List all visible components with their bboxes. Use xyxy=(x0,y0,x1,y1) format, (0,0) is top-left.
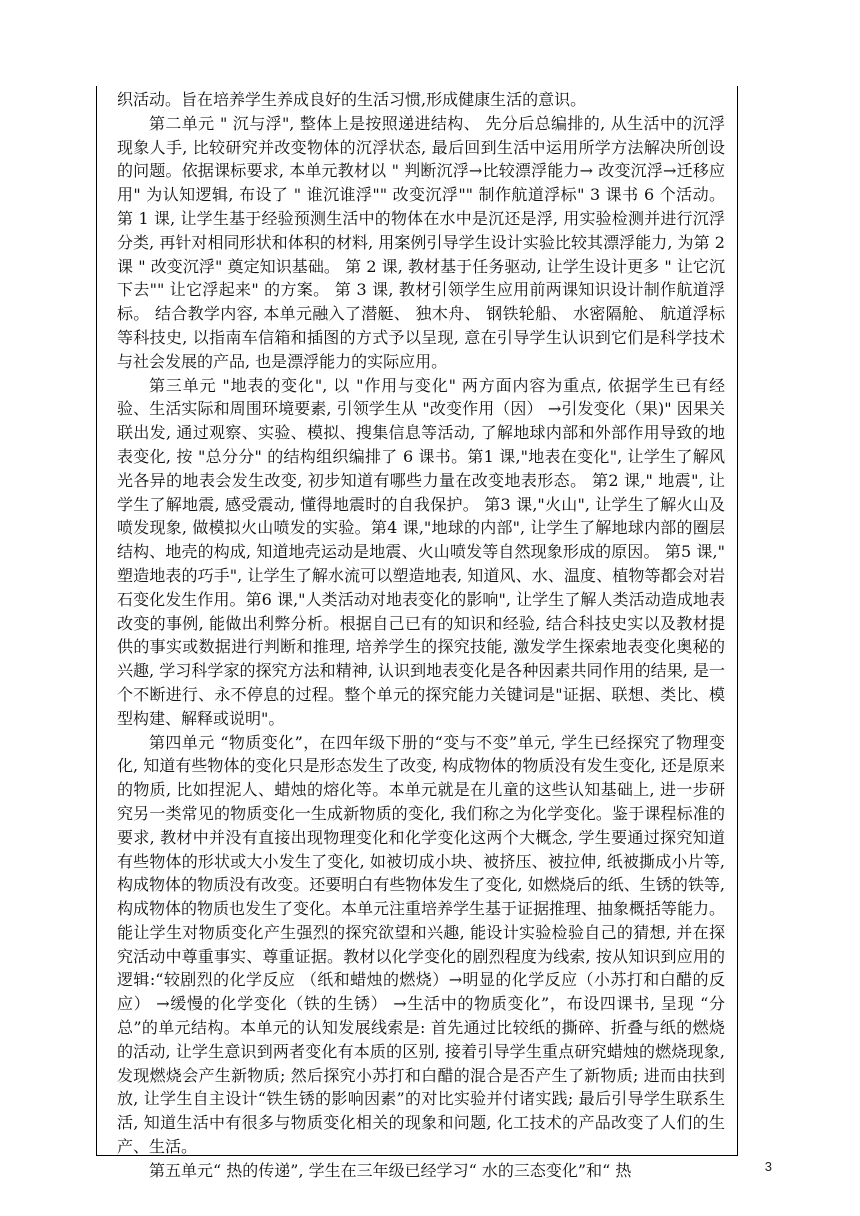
paragraph-continued: 织活动。旨在培养学生养成良好的生活习惯,形成健康生活的意识。 xyxy=(117,90,587,109)
content-table-cell xyxy=(96,86,738,1180)
paragraph-unit-2: 第二单元 " 沉与浮", 整体上是按照递进结构、 先分后总编排的, 从生活中的沉浮现象人手, 比较研究并改变物体的沉浮状态, 最后回到生活中运用所学方法解决所创设的问题。依据课标要求, 本单元教材以 " 判断沉浮→比较漂浮能力→ 改变沉浮→迁移应用" 为认知逻辑, 布设了 " 谁沉谁浮"" 改变沉浮"" 制作航道浮标" 3 课书 6 个活动。 第 1 课, 让学生基于经验预测生活中的物体在水中是沉还是浮, 用实验检测并进行沉浮分类, 再针对相同形状和体积的材料, 用案例引导学生设计实验比较其漂浮能力, 为第 2 课 " 改变沉浮" 奠定知识基础。 第 2 课, 教材基于任务驱动, 让学生设计更多 " 让它沉下去"" 让它浮起来" 的方案。 第 3 课, 教材引领学生应用前两课知识设计制作航道浮标。 结合教学内容, 本单元融入了潜艇、 独木舟、 钢铁轮船、 水密隔舱、 航道浮标等科技史, 以指南车信箱和插图的方式予以呈现, 意在引导学生认识到它们是科学技术与社会发展的产品, 也是漂浮能力的实际应用。 xyxy=(117,113,725,371)
paragraph-unit-3: 第三单元 "地表的变化", 以 "作用与变化" 两方面内容为重点, 依据学生已有经验、生活实际和周围环境要素, 引领学生从 "改变作用（因） →引发变化（果)" 因果关联出发, 通过观察、实验、模拟、搜集信息等活动, 了解地球内部和外部作用导致的地表变化, 按 "总分分" 的结构组织编排了 6 课书。第1 课,"地表在变化", 让学生了解风光各异的地表会发生改变, 初步知道有哪些力量在改变地表形态。 第2 课," 地震", 让学生了解地震, 感受震动, 懂得地震时的自我保护。 第3 课,"火山", 让学生了解火山及喷发现象, 做模拟火山喷发的实验。第4 课,"地球的内部", 让学生了解地球内部的圈层结构、地壳的构成, 知道地壳运动是地震、火山喷发等自然现象形成的原因。 第5 课," 塑造地表的巧手", 让学生了解水流可以塑造地表, 知道风、水、温度、植物等都会对岩石变化发生作用。第6 课,"人类活动对地表变化的影响", 让学生了解人类活动造成地表改变的事例, 能做出利弊分析。根据自己已有的知识和经验, 结合科技史实以及教材提供的事实或数据进行判断和推理, 培养学生的探究技能, 激发学生探索地表变化奥秘的兴趣, 学习科学家的探究方法和精神, 认识到地表变化是各种因素共同作用的结果, 是一个不断进行、永不停息的过程。整个单元的探究能力关键词是"证据、联想、类比、模型构建、解释或说明"。 xyxy=(117,375,725,728)
paragraph-unit-4: 第四单元 “物质变化”，在四年级下册的“变与不变”单元, 学生已经探究了物理变化, 知道有些物体的变化只是形态发生了改变, 构成物体的物质没有发生变化, 还是原来的物质, 比如捏泥人、蜡烛的熔化等。本单元就是在儿童的这些认知基础上, 进一步研究另一类常见的物质变化一生成新物质的变化, 我们称之为化学变化。鉴于课程标准的要求, 教材中并没有直接出现物理变化和化学变化这两个大概念, 学生要通过探究知道有些物体的形状或大小发生了变化, 如被切成小块、被挤压、被拉伸, 纸被撕成小片等, 构成物体的物质没有改变。还要明白有些物体发生了变化, 如燃烧后的纸、生锈的铁等, 构成物体的物质也发生了变化。本单元注重培养学生基于证据推理、抽象概括等能力。能让学生对物质变化产生强烈的探究欲望和兴趣, 能设计实验检验自己的猜想, 并在探究活动中尊重事实、尊重证据。教材以化学变化的剧烈程度为线索, 按从知识到应用的逻辑:“较剧烈的化学反应 （纸和蜡烛的燃烧）→明显的化学反应（小苏打和白醋的反应） →缓慢的化学变化（铁的生锈） →生活中的物质变化”，布设四课书, 呈现 “分总”的单元结构。本单元的认知发展线索是: 首先通过比较纸的撕碎、折叠与纸的燃烧的活动, 让学生意识到两者变化有本质的区别, 接着引导学生重点研究蜡烛的燃烧现象, 发现燃烧会产生新物质; 然后探究小苏打和白醋的混合是否产生了新物质; 进而由扶到放, 让学生自主设计“铁生锈的影响因素”的对比实验并付诸实践; 最后引导学生联系生活, 知道生活中有很多与物质变化相关的现象和问题, 化工技术的产品改变了人们的生产、生活。 xyxy=(117,732,726,1157)
paragraph-unit-5: 第五单元“ 热的传递”, 学生在三年级已经学习“ 水的三态变化”和“ 热 xyxy=(149,1160,632,1180)
page-number: 3 xyxy=(764,1159,772,1174)
